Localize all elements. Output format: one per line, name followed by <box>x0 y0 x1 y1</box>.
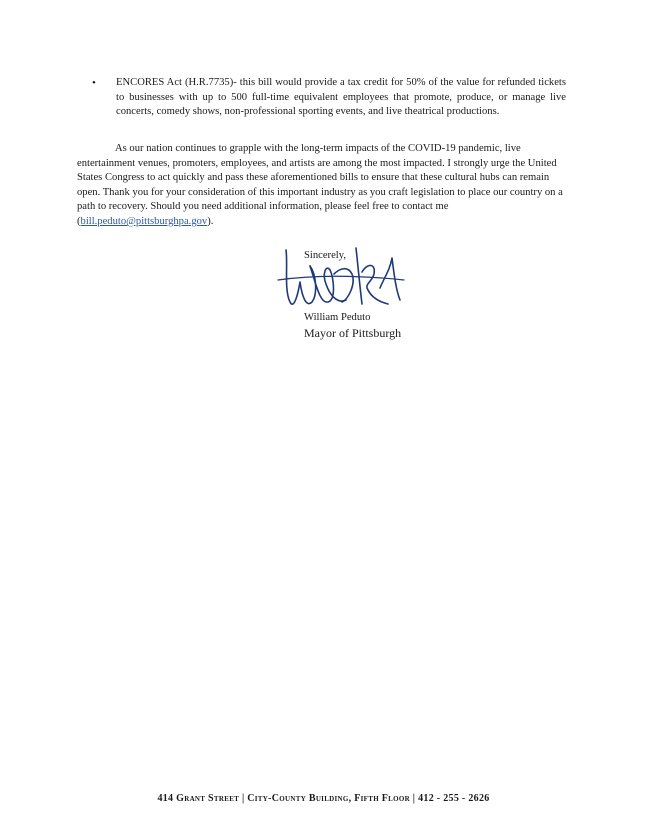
paragraph-text: As our nation continues to grapple with the long-term impacts of the COVID-19 pandemic, live entertainment venues, promoters, employees, and artists are among the most impacted. I strongly urge the United States Congress to act quickly and pass these aforementioned bills to ensure that these cultural hubs can remain open. Thank you for your consideration of this important industry as you craft legislation to place our country on a path to recovery. Should you need additional information, please feel free to contact me ( <box>77 143 563 227</box>
bullet-text: ENCORES Act (H.R.7735)- this bill would provide a tax credit for 50% of the value for refunded tickets to businesses with up to 500 full-time equivalent employees that promote, produce, or manage live concerts, comedy shows, non-professional sporting events, and live theatrical productions. <box>116 77 566 118</box>
closing-salutation: Sincerely, <box>304 250 346 261</box>
bullet-item-encores-act <box>92 76 566 120</box>
signer-title: Mayor of Pittsburgh <box>304 326 402 340</box>
paragraph-text-end: ). <box>207 215 214 227</box>
signature-image <box>276 244 408 316</box>
body-paragraph <box>77 142 567 230</box>
bullet-marker: • <box>92 77 96 89</box>
signer-name: William Peduto <box>304 312 371 323</box>
email-link[interactable]: bill.peduto@pittsburghpa.gov <box>80 215 208 227</box>
signature-strokes <box>278 248 404 304</box>
letterhead-footer: 414 Grant Street | City-County Building, Fifth Floor | 412 - 255 - 2626 <box>157 793 490 804</box>
